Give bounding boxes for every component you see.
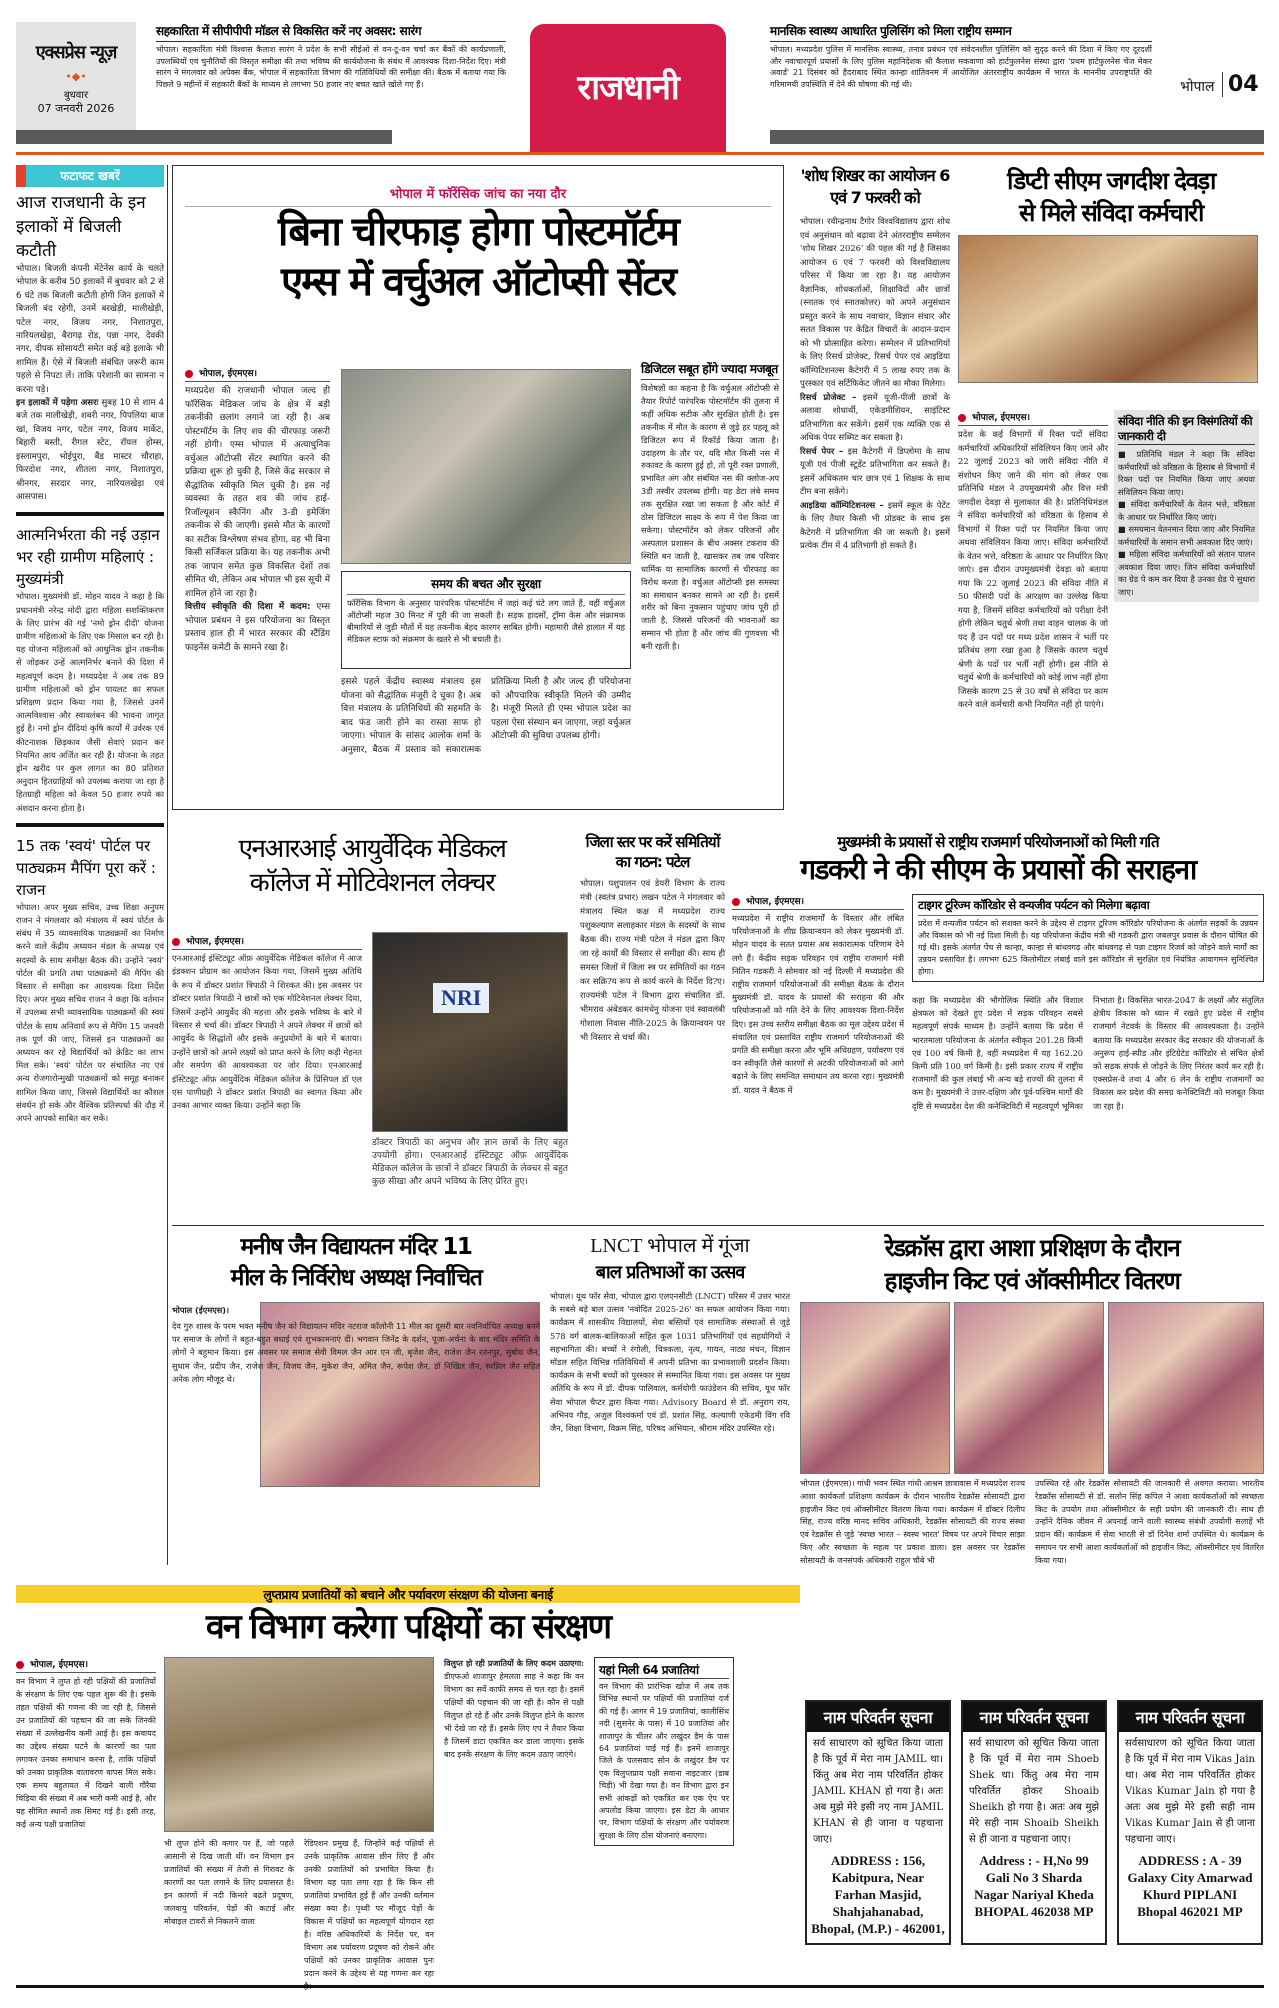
digital-evidence-sidebar	[641, 361, 779, 653]
divider	[16, 823, 164, 827]
notice-title: नाम परिवर्तन सूचना	[1119, 1702, 1261, 1732]
drone-didi-body: भोपाल। मुख्यमंत्री डॉ. मोहन यादव ने कहा है कि प्रधानमंत्री नरेन्द्र मोदी द्वारा महिला सशक्तिकरण के लिए प्रारंभ की गई 'नमो ड्रोन दीदी' योजना ग्रामीण महिलाओं के लिए एक मिसाल बन रही है। यह योजना महिलाओं को आधुनिक ड्रोन तकनीक से जोड़कर उन्हें आत्मनिर्भर बनाने की दिशा में महत्वपूर्ण कदम है। मध्यप्रदेश ने अब तक 89 ग्रामीण महिलाओं को ड्रोन पायलट का सफल प्रशिक्षण प्रदान किया गया है, जिससे उनमें आत्मविश्वास और स्वावलंबन की भावना जागृत हुई है। नमो ड्रोन दीदियां कृषि कार्यों में उर्वरक एवं कीटनाशक छिड़काव जैसी सेवाएं प्रदान कर नियमित आय अर्जित कर रही हैं। योजना के तहत ड्रोन खरीद पर कुल लागत का 80 प्रतिशत अनुदान हितग्राहियों को उपलब्ध कराया जा रहा है हितग्राही महिला को केवल 50 हजार रुपये का अंशदान करना होता है।	[16, 591, 164, 813]
bullet-dot-icon	[732, 898, 740, 906]
forest-kicker: लुप्तप्राय प्रजातियों को बचाने और पर्यावरण संरक्षण की योजना बनाई	[263, 1587, 553, 1602]
nri-dateline: भोपाल, ईएमएस।	[172, 934, 362, 950]
brand-name: एक्सप्रेस न्यूज़	[35, 42, 117, 63]
contract-policy-title: संविदा नीति की इन विसंगतियों की जानकारी दी	[1118, 414, 1255, 445]
nri-photo-caption: डॉक्टर त्रिपाठी का अनुभव और ज्ञान छात्रों के लिए बहुत उपयोगी होगा। एनआरआई इंस्टिट्यूट ऑफ़ आयुर्वेदिक मेडिकल कॉलेज के छात्रों ने डॉक्टर त्रिपाठी के लेक्चर से बहुत कुछ सीखा और अपने भविष्य के लिए प्रेरित हुए।	[372, 1138, 568, 1187]
section-title: राजधानी	[577, 68, 679, 108]
left-column	[16, 165, 164, 1125]
gadkari-kicker: मुख्यमंत्री के प्रयासों से राष्ट्रीय राजमार्ग परियोजनाओं को मिली गति	[837, 833, 1159, 851]
deputy-cm-photo	[958, 235, 1258, 383]
power-cut-areas	[16, 397, 164, 504]
time-safety-title: समय की बचत और सुरक्षा	[347, 575, 625, 595]
bullet-dot-icon	[958, 414, 966, 422]
deputy-cm-body: प्रदेश के कई विभागों में रिक्त पदों संविदा कर्मचारियों अधिकारियों संविलियन किए जाने और 22 जुलाई 2023 को जारी संविदा नीति में संशोधन किए जाने की मांग को लेकर एक प्रतिनिधि मंडल ने उपमुख्यमंत्री और वित्त मंत्री जगदीश देवड़ा से मुलाकात की है। प्रतिनिधिमंडल ने संविदा कर्मचारियों को वरिष्ठता के हिसाब से विभागों में रिक्त पदों पर नियमित किया जाए अथवा संविलियन किया जाए। संविदा कर्मचारियों के वेतन भत्ते, वरिष्ठता के आधार पर निर्धारित किए जाएं। इस दौरान उपमुख्यमंत्री देवड़ा को बताया गया कि 22 जुलाई 2023 की संविदा नीति में 50 फीसदी पदों के आरक्षण का उल्लेख किया गया है, जिसमें संविदा कर्मचारियों को परीक्षा देनी होगी लेकिन चतुर्थ श्रेणी तथा वाहन चालक के जो पद हैं उन पदों पर मध्य प्रदेश शासन ने भर्ती पर प्रतिबंध लगा रखा हुआ है जिसके कारण चतुर्थ श्रेणी के पदों पर भर्ती नहीं होगी। इस नीति से चतुर्थ श्रेणी के कर्मचारियों को कोई लाभ नहीं होगा जिसके कारण 25 से 30 वर्षों से संविदा पर काम करने वाले कर्मचारी कभी नियमित नहीं हो पाएंगे।	[958, 429, 1108, 709]
section-divider	[172, 1225, 1264, 1226]
nri-title-1: एनआरआई आयुर्वेदिक मेडिकल	[238, 834, 506, 864]
tag-accent	[16, 165, 26, 187]
drone-didi-title: आत्मनिर्भरता की नई उड़ान भर रही ग्रामीण महिलाएं : मुख्यमंत्री	[16, 526, 160, 589]
notice-address: ADDRESS : A - 39 Galaxy City Amarwad Khurd PIPLANI Bhopal 462021 MP	[1127, 1853, 1253, 1919]
nri-lecture-photo	[372, 932, 568, 1132]
lead-kicker: भोपाल में फॉरेंसिक जांच का नया दौर	[185, 184, 771, 207]
notice-address: Address : - H,No 99 Gali No 3 Sharda Nagar Nariyal Kheda BHOPAL 462038 MP	[974, 1853, 1094, 1919]
brief-left	[156, 22, 506, 90]
notice-title: नाम परिवर्तन सूचना	[963, 1702, 1105, 1732]
patel-story	[580, 832, 725, 1044]
lead-headline-2: एम्स में वर्चुअल ऑटोप्सी सेंटर	[280, 259, 676, 305]
notice-card	[805, 1700, 951, 1945]
policy-item: ■ संविदा कर्मचारियों के वेतन भत्ते, वरिष्ठता के आधार पर निर्धारित किए जाएं।	[1118, 499, 1255, 522]
swayam-title: 15 तक 'स्वयं' पोर्टल पर पाठ्यक्रम मैपिंग पूरा करें : राजन	[16, 836, 156, 899]
forest-headline: वन विभाग करेगा पक्षियों का संरक्षण	[205, 1607, 611, 1647]
bottom-rule	[16, 1985, 1264, 1988]
lnct-story	[550, 1232, 790, 1435]
gray-bar-left	[16, 130, 392, 144]
notice-card	[961, 1700, 1107, 1945]
nri-body: एनआरआई इंस्टिट्यूट ऑफ़ आयुर्वेदिक मेडिकल कॉलेज में आज इंडक्शन प्रोग्राम का आयोजन किया गया, जिसमें मुख्य अतिथि के रूप में डॉक्टर प्रशांत त्रिपाठी ने शिरकत की। इस अवसर पर डॉक्टर प्रशांत त्रिपाठी ने छात्रों को एक मोटिवेशनल लेक्चर दिया, जिसमें उन्होंने आयुर्वेद की महत्ता और इसके भविष्य के बारे में विस्तार से चर्चा की। डॉक्टर त्रिपाठी ने अपने लेक्चर में छात्रों को आयुर्वेद के सिद्धांतों और इसके अनुप्रयोगों के बारे में बताया। उन्होंने छात्रों को अपने लक्ष्यों को प्राप्त करने के लिए कड़ी मेहनत और समर्पण की आवश्यकता पर जोर दिया। एनआरआई इंस्टिट्यूट ऑफ़ आयुर्वेदिक मेडिकल कॉलेज के प्रिंसिपल डॉ एल एस पाणीग्रही ने डॉक्टर प्रशांत त्रिपाठी का स्वागत किया और उनका आभार व्यक्त किया। उन्होंने कहा कि	[172, 953, 362, 1111]
forest-body-3b: विलुप्त हो रही प्रजातियों के लिए कदम उठाएगा: डीएफओ शाजापुर हेमलता साह ने कहा कि वन विभाग का सर्वे काफी समय से चल रहा है। इसमें पक्षियों की पहचान की जा रही है। कौन से पक्षी विलुप्त हो रहे हैं और उनके विलुप्त होने के कारण भी देखे जा रहे हैं। इसके लिए एप ने तैयार किया है जिसमें डाटा एकत्रित कर डाला जाएगा। इसके बाद इनके संरक्षण के लिए कदम उठाए जाएंगे।	[444, 1658, 584, 1759]
page-number: 04	[1222, 72, 1259, 97]
aiims-building-photo	[341, 369, 631, 564]
redcross-title-1: रेडक्रॉस द्वारा आशा प्रशिक्षण के दौरान	[884, 1234, 1180, 1262]
deputy-cm-col-1	[958, 410, 1108, 848]
redcross-body-1: भोपाल (ईएमएस)। गांधी भवन स्थित गांधी आश्रम छात्रावास में मध्यप्रदेश राज्य आशा कार्यकर्ता प्रशिक्षण कार्यक्रम के दौरान भारतीय रेडक्रॉस सोसायटी द्वारा हाइजीन किट एवं ऑक्सीमीटर वितरण किया गया। कार्यक्रम में डॉक्टर दिलीप सिंह, राज्य वरिष्ठ मानद सचिव अधिकारी, रेडक्रॉस सोसायटी की राज्य संस्था एवं रेडक्रॉस से जुड़े 'स्वच्छ भारत – स्वस्थ भारत' विषय पर अपने विचार साझा किए और स्वच्छता के महत्व पर प्रकाश डाला। इस अवसर पर रेडक्रॉस सोसायटी के जनसंपर्क अधिकारी राहुल चौबे भी	[800, 1479, 1025, 1565]
lnct-title-1: LNCT भोपाल में गूंजा	[590, 1235, 750, 1257]
gadkari-col-1	[732, 894, 904, 1097]
brief-left-title: सहकारिता में सीपीपीपी मॉडल से विकसित करें नए अवसर: सारंग	[156, 22, 506, 42]
masthead	[0, 0, 1279, 155]
issue-day: बुधवार	[63, 90, 89, 101]
column-divider	[167, 165, 168, 1565]
notice-title: नाम परिवर्तन सूचना	[807, 1702, 949, 1732]
digital-evidence-title: डिजिटल सबूत होंगे ज्यादा मजबूत	[641, 361, 779, 380]
shodh-sub-2: रिसर्च पेपर – इस कैटेगरी में डिप्लोमा के साथ यूजी एवं पीजी स्टूडेंट प्रतिभागिता कर सकते हैं। इसमें अधिकतम चार छात्र एवं 1 शिक्षक के साथ टीम बना सकेंगे।	[800, 445, 950, 496]
redcross-story	[800, 1232, 1264, 1568]
deputy-cm-title-1: डिप्टी सीएम जगदीश देवड़ा	[1007, 167, 1215, 195]
shodh-body: भोपाल। रवीन्द्रनाथ टैगोर विश्वविद्यालय द्वारा शोध एवं अनुसंधान को बढ़ावा देने अंतरराष्ट्रीय सम्मेलन 'शोध शिखर 2026' की पहल की गई है जिसका आयोजन 6 एवं 7 फरवरी को विश्वविद्यालय परिसर में किया जा रहा है। यह आयोजन वैज्ञानिक, शोधकर्ताओं, शिक्षाविदों और छात्रों (स्नातक एवं स्नातकोत्तर) को अपने अनुसंधान प्रस्तुत करने के साथ नवाचार, विज्ञान संचार और सतत विकास पर केंद्रित विचारों के आदान-प्रदान को भी प्रोत्साहित करेगा। सम्मेलन में प्रतिभागियों के लिए रिसर्च प्रोजेक्ट, रिसर्च पेपर एवं आइडिया कॉम्पिटिशनल्स कैटेगरी में 5 लाख रुपए तक के पुरस्कार एवं सर्टिफिकेट जीतने का मौका मिलेगा।	[800, 216, 950, 388]
forest-kicker-banner	[16, 1585, 800, 1603]
power-cut-body: भोपाल। बिजली कंपनी मेंटेनेंस कार्य के चलते भोपाल के करीब 50 इलाकों में बुधवार को 2 से 6 घंटे तक बिजली कटौती होगी जिन इलाकों में बिजली बंद रहेगी, उनमें बरखेड़ी, मालीखेड़ी, पटेल नगर, विजय नगर, निशातपुरा, नारियलखेड़ा, बैरागढ़ रोड, पन्ना नगर, देवकी नगर, दीपक सोसायटी समेत कई बड़े इलाके भी शामिल हैं। ऐसे में बिजली संबंधित जरूरी काम पहले से निपटा लें। ताकि परेशानी का सामना न करना पड़े।	[16, 264, 164, 395]
lead-body-1b: वित्तीय स्वीकृति की दिशा में कदम: एम्स भोपाल प्रबंधन ने इस परियोजना का विस्तृत प्रस्ताव हाल ही में भारत सरकार की स्टैंडिंग फाइनेंस कमेटी के सामने रखा है।	[185, 602, 331, 653]
tiger-corridor-title: टाइगर टूरिज्म कॉरिडोर से वन्यजीव पर्यटन को मिलेगा बढ़ावा	[918, 898, 1258, 916]
notice-body: सर्व साधारण को सूचित किया जाता है कि पूर्व में मेरा नाम Shoeb Shek था। किंतु अब मेरा नाम परिवर्तित होकर Shoaib Sheikh हो गया है। अतः अब मुझे मेरे सही नाम Shoaib Sheikh से ही जाना व पहचाना जाए।	[969, 1738, 1099, 1845]
nri-story	[172, 832, 572, 1187]
lead-body-1: मध्यप्रदेश की राजधानी भोपाल जल्द ही फॉरेंसिक मेडिकल जांच के क्षेत्र में बड़ी तकनीकी छलांग लगाने जा रही है। अब पोस्टमॉर्टम के लिए शव की चीरफाड़ जरूरी नहीं होगी। एम्स भोपाल में अत्याधुनिक वर्चुअल ऑटोप्सी सेंटर स्थापित करने की प्रक्रिया शुरू हो चुकी है, जिसे केंद्र सरकार से सैद्धांतिक स्वीकृति मिल चुकी है। इस नई व्यवस्था के तहत शव की जांच हाई-रिजॉल्यूशन स्कैनिंग और 3-डी इमेजिंग तकनीक से की जाएगी। इससे मौत के कारणों का सटीक विश्लेषण संभव होगा, वह भी बिना किसी सर्जिकल प्रक्रिया के। यह तकनीक अभी तक जापान समेत कुछ विकसित देशों तक सीमित थी, लेकिन अब भोपाल भी इस सूची में शामिल होने जा रहा है।	[185, 386, 330, 599]
lead-story	[172, 165, 784, 810]
species-box-title: यहां मिली 64 प्रजातियां	[599, 1661, 729, 1679]
shodh-sub-1: रिसर्च प्रोजेक्ट – इसमें यूजी-पीजी छात्रों के अलावा शोधार्थी, एकेडमीशियन, साइंटिस्ट प्रतिभागिता कर सकेंगे। इसमें एक व्यक्ति एक से अधिक पेपर सब्मिट कर सकता है।	[800, 391, 950, 442]
brand-block	[16, 22, 136, 134]
forest-body-1: वन विभाग ने लुप्त हो रही पक्षियों की प्रजातियों के संरक्षण के लिए एक पहल शुरू की है। इसके तहत पक्षियों की गणना की जा रही है, जिससे उन प्रजातियों की पहचान की जा सके जिनकी संख्या में उल्लेखनीय कमी आई है। इस कवायद का उद्देश्य संख्या घटने के कारणों का पता लगाकर उनका समाधान करना है, ताकि पक्षियों को उनका प्राकृतिक वातावरण वापस मिल सके। एक समय बहुतायत में दिखने वाली गौरैया चिड़िया की संख्या में अब भारी कमी आई है, और यह सीमित स्थानों तक सिमट गई है। इसी तरह, कई अन्य पक्षी प्रजातियां	[16, 1677, 156, 1829]
species-box	[594, 1657, 734, 1846]
deputy-cm-dateline: भोपाल, ईएमएस।	[958, 410, 1108, 426]
policy-item: ■ महिला संविदा कर्मचारियों को संतान पालन अवकाश दिया जाए। जिन संविदा कर्मचारियों का ग्रेड पे कम कर दिया है उनका ग्रेड पे सुधारा जाए।	[1118, 549, 1255, 597]
species-box-body: वन विभाग की प्रारंभिक खोज में अब तक विभिन्न स्थानों पर पक्षियों की प्रजातियां दर्ज की गई हैं। आगर में 19 प्रजातियां, कालीसिंध नदी (सुसनेर के पास) में 10 प्रजातियां और शाजापुर के चीलर और लखुंदर डैम के पास 64 प्रजातियां पाई गई हैं। इनमें शाजापुर जिले के पलसवाद सोन के लखुंदर डैम पर एक विलुप्तप्राय पक्षी सवाना नाइटजार (डाब चिड़ी) भी देखा गया है। वन विभाग द्वारा इन सभी आंकड़ों को एकत्रित कर एक ऐप पर अपलोड किया जाएगा। इस डेटा के आधार पर, विभाग पक्षियों के संरक्षण और पर्यावरण सुरक्षा के लिए ठोस योजनाएं बनाएगा।	[599, 1682, 729, 1840]
forest-col-1	[16, 1657, 156, 1831]
swayam-body: भोपाल। अपर मुख्य सचिव, उच्च शिक्षा अनुपम राजन ने मंगलवार को मंत्रालय में स्वयं पोर्टल के संबंध में 35 व्यावसायिक पाठ्यक्रमों का निर्माण करने वाले केंद्रीय अध्ययन मंडल के अध्यक्ष एवं सदस्यों के साथ समीक्षा बैठक की। उन्होंने 'स्वयं' पोर्टल की प्रगति तथा पाठ्यक्रमों की मैपिंग की विस्तार से समीक्षा कर आवश्यक दिशा निर्देश दिए। अपर मुख्य सचिव राजन ने कहा कि वर्तमान में उपलब्ध सभी व्यावसायिक पाठ्यक्रमों की स्वयं पोर्टल के साथ अनिवार्य रूप से मैपिंग 15 जनवरी तक पूर्ण की जाए, जिससे इन पाठ्यक्रमों का अध्ययन कर रहे विद्यार्थियों को क्रेडिट का लाभ मिल सके। 'स्वयं' पोर्टल पर संचालित नए एवं अन्य रोजगारोन्मुखी पाठ्यक्रमों को समूह बनाकर शामिल किया जाए, जिससे विद्यार्थियों का कौशल संवर्धन हो सके और वैश्विक प्रतिस्पर्धा की दौड़ में अपने आपको साबित कर सकें।	[16, 901, 164, 1124]
brief-right-title: मानसिक स्वास्थ्य आधारित पुलिसिंग को मिला राष्ट्रीय सम्मान	[770, 22, 1152, 42]
forest-body-2: भी लुप्त होने की कगार पर हैं, जो पहले आसानी से दिख जाती थीं। वन विभाग इन प्रजातियों की संख्या में तेजी से गिरावट के कारणों का पता लगाने के लिए प्रयासरत है। इन कारणों में नदी किनारे बढ़ते प्रदूषण, जलवायु परिवर्तन, पेड़ों की कटाई और मोबाइल टावरों से निकलने वाला	[164, 1839, 294, 1926]
masthead-rule	[16, 152, 1264, 155]
gadkari-dateline: भोपाल, ईएमएस।	[732, 894, 904, 910]
digital-evidence-body: विशेषज्ञों का कहना है कि वर्चुअल ऑटोप्सी से तैयार रिपोर्ट पारंपरिक पोस्टमॉर्टम की तुलना में कहीं अधिक सटीक और सुरक्षित होती है। इस तकनीक में मौत के कारण से जुड़े हर पहलू को डिजिटल रूप में रिकॉर्ड किया जाता है। उदाहरण के तौर पर, यदि मौत किसी नस में रुकावट के कारण हुई हो, तो पूरी रक्त प्रणाली, प्रभावित अंग और संबंधित नस की क्लोज-अप 3डी तस्वीर उपलब्ध होगी। यह डेटा लंबे समय तक सुरक्षित रखा जा सकता है और कोर्ट में ठोस डिजिटल साक्ष्य के रूप में पेश किया जा सकेगा। पोस्टमॉर्टम को लेकर परिजनों और अस्पताल प्रशासन के बीच अक्सर टकराव की स्थिति बन जाती है, खासकर तब जब परिवार धार्मिक या सामाजिक कारणों से चीरफाड़ का विरोध करता है। वर्चुअल ऑटोप्सी इस समस्या का समाधान बनकर सामने आ रही है। इसमें शरीर को बिना नुकसान पहुंचाए जांच पूरी हो जाती है, जिससे परिजनों की भावनाओं का सम्मान भी होता है और जांच की गुणवत्ता भी बनी रहती है।	[641, 383, 779, 652]
forest-story	[16, 1585, 800, 1978]
forest-dateline: भोपाल, ईएमएस।	[16, 1657, 156, 1673]
nri-banner-text: NRI	[433, 983, 489, 1013]
lead-dateline: भोपाल, ईएमएस।	[185, 366, 330, 382]
notice-body: सर्वसाधारण को सूचित किया जाता है कि पूर्व में मेरा नाम Vikas Jain था। अब मेरा नाम परिवर्तित होकर Vikas Kumar Jain हो गया है अतः अब मुझे मेरे इसी सही नाम Vikas Kumar Jain से ही जाना पहचाना जाए।	[1125, 1738, 1255, 1845]
forest-body-3: रेडिएशन प्रमुख हैं, जिन्होंने कई पक्षियों से उनके प्राकृतिक आवास छीन लिए हैं और उनकी प्रजातियों को प्रभावित किया है। विभाग यह पता लगा रहा है कि किन सी प्रजातियां प्रभावित हुई हैं और उनकी वर्तमान संख्या क्या है। पृथ्वी पर मौजूद पेड़ों के विकास में पक्षियों का महत्वपूर्ण योगदान रहा है। वरिष्ठ अधिकारियों के निर्देश पर, वन विभाग अब पर्यावरण प्रदूषण को रोकने और पक्षियों को उनका प्राकृतिक आवास पुनः प्रदान करने के उद्देश्य से यह गणना कर रहा	[304, 1839, 434, 1978]
redcross-body-2: उपस्थित रहे और रेडक्रॉस सोसायटी की जानकारी से अवगत कराया। भारतीय रेडक्रॉस सोसायटी से डॉ. सलोन सिंह कपिल ने आशा कार्यकर्ताओं को स्वच्छता किट के उपयोग तथा ऑक्सीमीटर के सही प्रयोग की जानकारी दी। साथ ही उन्होंने दैनिक जीवन में अपनाई जाने वाली स्वास्थ्य संबंधी उपयोगी सलाहें भी प्रदान कीं। कार्यक्रम में सेवा भारती से डॉ दिनेश शर्मा उपस्थित थे। कार्यक्रम के समापन पर सभी आशा कार्यकर्ताओं को हाइजीन किट, ऑक्सीमीटर एवं वितरित किया गया।	[1035, 1479, 1264, 1565]
page-id	[1180, 72, 1270, 97]
gadkari-body-2: कहा कि मध्यप्रदेश की भौगोलिक स्थिति और विशाल क्षेत्रफल को देखते हुए प्रदेश में सड़क परिवहन सबसे महत्वपूर्ण संपर्क माध्यम है। उन्होंने बताया कि प्रदेश में भारतमाला परियोजना के अंतर्गत स्वीकृत 201.28 किमी एवं 100 वर्ष किमी है, वहीं मध्यप्रदेश में यह 162.20 किमी प्रति 100 वर्ग किमी है। इसी प्रकार राज्य में राष्ट्रीय राजमार्गों की कुल लंबाई भी अन्य बड़े राज्यों की तुलना में कम है। मुख्यमंत्री ने उत्तर-दक्षिण और पूर्व-पश्चिम मार्गों की दृष्टि से मध्यप्रदेश देश की कनेक्टिविटी में महत्वपूर्ण भूमिका निभाता है। विकसित भारत-2047 के लक्ष्यों और संतुलित क्षेत्रीय विकास को ध्यान में रखते हुए प्रदेश में राष्ट्रीय राजमार्ग नेटवर्क के विस्तार की आवश्यकता है। उन्होंने बताया कि मध्यप्रदेश सरकार केंद्र सरकार की योजनाओं के अनुरूप हाई-स्पीड और इंटिग्रेटेड कॉरिडोर से संचित क्षेत्रों को सड़क संपर्क से जोड़ने के लिए निरंतर कार्य कर रही है। एक्सप्रेस-वे तथा 4 और 6 लेन के राष्ट्रीय राजमार्गों का विकास कर प्रदेश की समग्र कनेक्टिविटी को मजबूत किया जा रहा है।	[912, 995, 1264, 1111]
lead-col-1	[185, 366, 330, 655]
power-cut-areas-text: सुबह 10 से शाम 4 बजे तक मालीखेड़ी, शबरी नगर, पिपलिया बाज खां, विजय नगर, पटेल नगर, विजय मार्केट, बिहारी बस्ती, रीगल स्टेट, रॉयल होम्स, इस्लामपुरा, भोईपुरा, बैंड मास्टर चौराहा, फिरदोश नगर, शीतला नगर, निशातपुरा, श्रीनगर, सरदार नगर, नारियलखेड़ा एवं आसपास।	[16, 398, 164, 502]
hoopoe-bird-photo	[164, 1657, 434, 1832]
divider	[16, 512, 164, 516]
jain-title-1: मनीष जैन विद्यायतन मंदिर 11	[240, 1234, 472, 1260]
bullet-dot-icon	[185, 370, 193, 378]
jain-story	[172, 1232, 540, 1384]
redcross-photo-1	[800, 1302, 950, 1474]
policy-item: ■ समयमान वेतनमान दिया जाए और नियमित कर्मचारियों के समान सभी अवकाश दिए जाएं।	[1118, 524, 1255, 547]
bullet-dot-icon	[16, 1661, 24, 1669]
brief-right	[770, 22, 1152, 90]
lnct-title-2: बाल प्रतिभाओं का उत्सव	[595, 1262, 745, 1283]
shodh-shikhar-story	[800, 165, 950, 553]
power-cut-areas-lead: इन इलाकों में पड़ेगा असरः	[16, 398, 99, 409]
jain-body-text: देव गुरु शास्त्र के परम भक्त मनीष जैन को विद्यायतन मंदिर नटराज कॉलोनी 11 मील का दूसरी बार नवनिर्वाचित अध्यक्ष बनने पर समाज के लोगों ने बहुत-बहुत बधाई एवं शुभकामनाएं दीं। भगवान जिनेंद्र के दर्शन, पूजा-अर्चना के बाद मंदिर समिति के लोगों ने बहुमान किया। इस अवसर पर समाज सेवी विमल जैन आर एन जी, बृजेश जैन, राजेश जैन रतनपुर, सुबोध जैन, सुधाम जैन, प्रदीप जैन, राजेश जैन, विजय जैन, मुकेश जैन, अमित जैन, रूपेश जैन, डॉ निखिल जैन, स्वप्निल जैन सहित अनेक लोग मौजूद थे।	[172, 1321, 540, 1384]
name-change-notices	[805, 1700, 1264, 1945]
ornament-icon: •◆•	[65, 70, 87, 83]
contract-policy-box	[1114, 410, 1259, 602]
policy-item: ■ प्रतिनिधि मंडल ने कहा कि संविदा कर्मचारियों को वरिष्ठता के हिसाब से विभागों में रिक्त पदों पर नियमित किया जाए अथवा संविलियन किया जाए।	[1118, 449, 1255, 497]
fatafat-label: फटाफट खबरें	[60, 169, 120, 183]
gadkari-story	[732, 832, 1264, 1111]
deputy-cm-story	[958, 165, 1264, 709]
jain-title-2: मील के निर्विरोध अध्यक्ष निर्वाचित	[230, 1265, 482, 1291]
notice-card	[1117, 1700, 1263, 1945]
lead-body-2: इससे पहले केंद्रीय स्वास्थ्य मंत्रालय इस योजना को सैद्धांतिक मंजूरी दे चुका है। अब वित्त मंत्रालय के प्रतिनिधियों की सहमति के बाद फंड जारी होने का रास्ता साफ हो जाएगा। भोपाल के सांसद आलोक शर्मा के अनुसार, बैठक में प्रस्ताव को सकारात्मक प्रतिक्रिया मिली है और जल्द ही परियोजना को औपचारिक स्वीकृति मिलने की उम्मीद है। मंजूरी मिलते ही एम्स भोपाल प्रदेश का पहला ऐसा संस्थान बन जाएगा, जहां वर्चुअल ऑटोप्सी की सुविधा उपलब्ध होगी।	[341, 677, 631, 755]
nri-title-2: कॉलेज में मोटिवेशनल लेक्चर	[249, 868, 495, 898]
lead-headline-1: बिना चीरफाड़ होगा पोस्टमॉर्टम	[278, 209, 678, 255]
brief-left-body: भोपाल। सहकारिता मंत्री विश्वास कैलाश सारंग ने प्रदेश के सभी सीईओ से वन-टू-वन चर्चा कर बैंकों की कार्यप्रणाली, उपलब्धियों एवं चुनौतियों की विस्तृत समीक्षा की तथा भविष्य की कार्ययोजना के संबंध में आवश्यक दिशा-निर्देश दिए। मंत्री सारंग ने मंगलवार को अपेक्स बैंक, भोपाल में सहकारिता विभाग की गतिविधियों की समीक्षा की। बैठक में बताया गया कि पिछले 9 महीनों में सहकारी बैंकों के माध्यम से लगभग 50 हजार नए बचत खाते खोले गए हैं।	[156, 45, 506, 89]
shodh-title: 'शोध शिखर का आयोजन 6 एवं 7 फरवरी को	[800, 166, 950, 207]
time-safety-body: फॉरेंसिक विभाग के अनुसार पारंपरिक पोस्टमॉर्टम में जहां कई घंटे लग जाते हैं, वहीं वर्चुअल ऑटोप्सी महज 30 मिनट में पूरी की जा सकती है। सड़क हादसों, ट्रॉमा केस और संक्रामक बीमारियों से जुड़ी मौतों में यह तकनीक बेहद कारगर साबित होगी। महामारी जैसे हालात में यह मेडिकल स्टाफ को संक्रमण के खतरे से भी बचाती है।	[347, 598, 625, 644]
issue-date: 07 जनवरी 2026	[37, 102, 115, 115]
shodh-sub-3: आइडिया कॉम्पिटिशनल्स – इसमें स्कूल के पेटेंट के लिए तैयार किसी भी प्रोडक्ट के साथ इस कैटेगरी में प्रतिभागिता की जा सकती है। इसमें प्रत्येक टीम में 4 प्रतिभागी हो सकते हैं।	[800, 499, 950, 550]
patel-body: भोपाल। पशुपालन एवं डेयरी विभाग के राज्य मंत्री (स्वतंत्र प्रभार) लखन पटेल ने मंगलवार को मंत्रालय स्थित कक्ष में मध्यप्रदेश राज्य पशुकल्याण सलाहकार मंडल के सदस्यों के साथ बैठक की। राज्य मंत्री पटेल ने मंडल द्वारा किए जा रहे कार्यों की विस्तार से समीक्षा की। साथ ही समस्त जिलों में जिला स्त्र पर समितियों का गठन कर सक्रि?य रूप से कार्य करने के निर्देश दि?ए। राज्यमंत्री पटेल ने विभाग द्वारा संचालित डॉ. भीमराव अंबेडकर कामधेनु योजना एवं स्वावलंबी गोशाला निवास नीति-2025 के क्रियान्वयन पर भी विस्तार से चर्चा की।	[580, 878, 725, 1042]
gray-bar-right	[770, 130, 1264, 144]
fatafat-tag	[16, 165, 164, 187]
deputy-cm-title-2: से मिले संविदा कर्मचारी	[1019, 199, 1203, 227]
bullet-dot-icon	[172, 938, 180, 946]
jain-body: भोपाल (ईएमएस)।	[172, 1305, 230, 1315]
redcross-photo-3	[1108, 1302, 1264, 1474]
lnct-body: भोपाल। यूथ फॉर सेवा, भोपाल द्वारा एलएनसीटी (LNCT) परिसर में उत्तर भारत के सबसे बड़े बाल उत्सव 'नवोदित 2025-26' का सफल आयोजन किया गया। कार्यक्रम में शासकीय विद्यालयों, सेवा बस्तियों एवं सामाजिक संस्थाओं से जुड़े 578 वर्ग बालक-बालिकाओं सहित कुल 1031 प्रतिभागियों एवं सहयोगियों ने सहभागिता की। बच्चों ने रंगोली, चित्रकला, नृत्य, गायन, नाट्य मंचन, विज्ञान मॉडल सहित विभिन्न गतिविधियों में अपनी प्रतिभा का प्रभावशाली प्रदर्शन किया। कार्यक्रम के सभी बच्चों को पुरस्कार से सम्मानित किया गया। इस अवसर पर मुख्य अतिथि के रूप में डॉ. दीपक पालिवाल, कर्मयोगी फाउंडेशन की सचिव, यूथ फॉर सेवा भोपाल चैप्टर द्वारा किया गया। Advisory Board से डॉ. अनुराग राय, अभिनव गौड़, अजुल विश्वकर्मा एवं डॉ. प्रशांत सिंह, कल्याणी एकेडमी विंग रवि जैन, शिक्षा विभाग, विक्रम सिंह, परिषद अभियान, श्रीराम मंदिर उपस्थित रहे।	[550, 1291, 790, 1434]
tiger-corridor-box	[912, 894, 1264, 982]
section-tab	[530, 24, 726, 152]
gadkari-headline: गडकरी ने की सीएम के प्रयासों की सराहना	[800, 853, 1196, 886]
nri-col-1	[172, 934, 362, 1113]
notice-address: ADDRESS : 156, Kabitpura, Near Farhan Masjid, Shahjahanabad, Bhopal, (M.P.) - 462001,	[811, 1853, 945, 1936]
redcross-photo-2	[954, 1302, 1104, 1474]
time-safety-box	[341, 571, 631, 669]
power-cut-title: आज राजधानी के इन इलाकों में बिजली कटौती	[16, 193, 146, 261]
patel-title: जिला स्तर पर करें समितियों का गठन: पटेल	[585, 833, 720, 871]
notice-body: सर्व साधारण को सूचित किया जाता है कि पूर्व में मेरा नाम JAMIL था। किंतु अब मेरा नाम परिवर्तित होकर JAMIL KHAN हो गया है। अतः अब मुझे मेरे इसी नए नाम JAMIL KHAN से ही जाना व पहचाना जाए।	[813, 1738, 943, 1845]
forest-col-4	[444, 1657, 584, 1761]
page-city: भोपाल	[1180, 79, 1215, 95]
tiger-corridor-body: प्रदेश में वन्यजीव पर्यटन को सशक्त करने के उद्देश्य से टाइगर टूरिज्म कॉरिडोर परियोजना के अंतर्गत सड़कों के उन्नयन और विकास को भी नई दिशा मिली है। यह परियोजना केंद्रीय मंत्री श्री गडकरी द्वारा जबलपुर प्रवास के दौरान घोषित की गई थी। इसके अंतर्गत पेंच से कान्हा, कान्हा से बांधवगढ़ और बांधवगढ़ से पन्ना टाइगर रिजर्व को जोड़ने वाले मार्गों का उन्नयन प्रस्तावित है। लगभग 625 किलोमीटर लंबाई वाले इस कॉरिडोर से सुरक्षित एवं नियंत्रित आवागमन सुनिश्चित होगा।	[918, 919, 1258, 976]
redcross-title-2: हाइजीन किट एवं ऑक्सीमीटर वितरण	[884, 1267, 1180, 1295]
gadkari-body-1: मध्यप्रदेश में राष्ट्रीय राजमार्गों के विस्तार और लंबित परियोजनाओं के शीघ्र क्रियान्वयन को लेकर मुख्यमंत्री डॉ. मोहन यादव के सतत प्रयास अब सकारात्मक परिणाम देने लगे हैं। केंद्रीय सड़क परिवहन एवं राष्ट्रीय राजमार्ग मंत्री नितिन गडकरी ने सोमवार को नई दिल्ली में मध्यप्रदेश की राष्ट्रीय राजमार्ग परियोजनाओं की समीक्षा बैठक के दौरान मुख्यमंत्री डॉ. यादव के प्रयासों की सराहना की और परियोजनाओं को गति देने के लिए आवश्यक दिशा-निर्देश दिए। इस उच्च स्तरीय समीक्षा बैठक का मूल उद्देश्य प्रदेश में संचालित एवं प्रस्तावित राष्ट्रीय राजमार्ग परियोजनाओं की प्रगति की समीक्षा करना और भूमि अधिग्रहण, पर्यावरण एवं वन स्वीकृति जैसे कारणों से अटकी परियोजनाओं को आगे बढ़ाने के लिए समन्वित समाधान तय करना रहा। मुख्यमंत्री डॉ. यादव ने बैठक में	[732, 913, 904, 1095]
brief-right-body: भोपाल। मध्यप्रदेश पुलिस में मानसिक स्वास्थ्य, तनाव प्रबंधन एवं संवेदनशील पुलिसिंग को सुदृढ़ करने की दिशा में किए गए दूरदर्शी और नवाचारपूर्ण प्रयासों के लिए पुलिस महानिदेशक श्री कैलाश मकवाणा को हार्टफुलनेस संस्था द्वारा 'प्रथम हार्टफुलनेस चेंज मेकर अवार्ड' 21 दिसंबर को हैदराबाद स्थित कान्हा शांतिवनम में आयोजित अंतरराष्ट्रीय कार्यक्रम में भारत के माननीय उपराष्ट्रपति की गरिमामयी उपस्थिति में देने की घोषणा की गई थी।	[770, 45, 1152, 89]
